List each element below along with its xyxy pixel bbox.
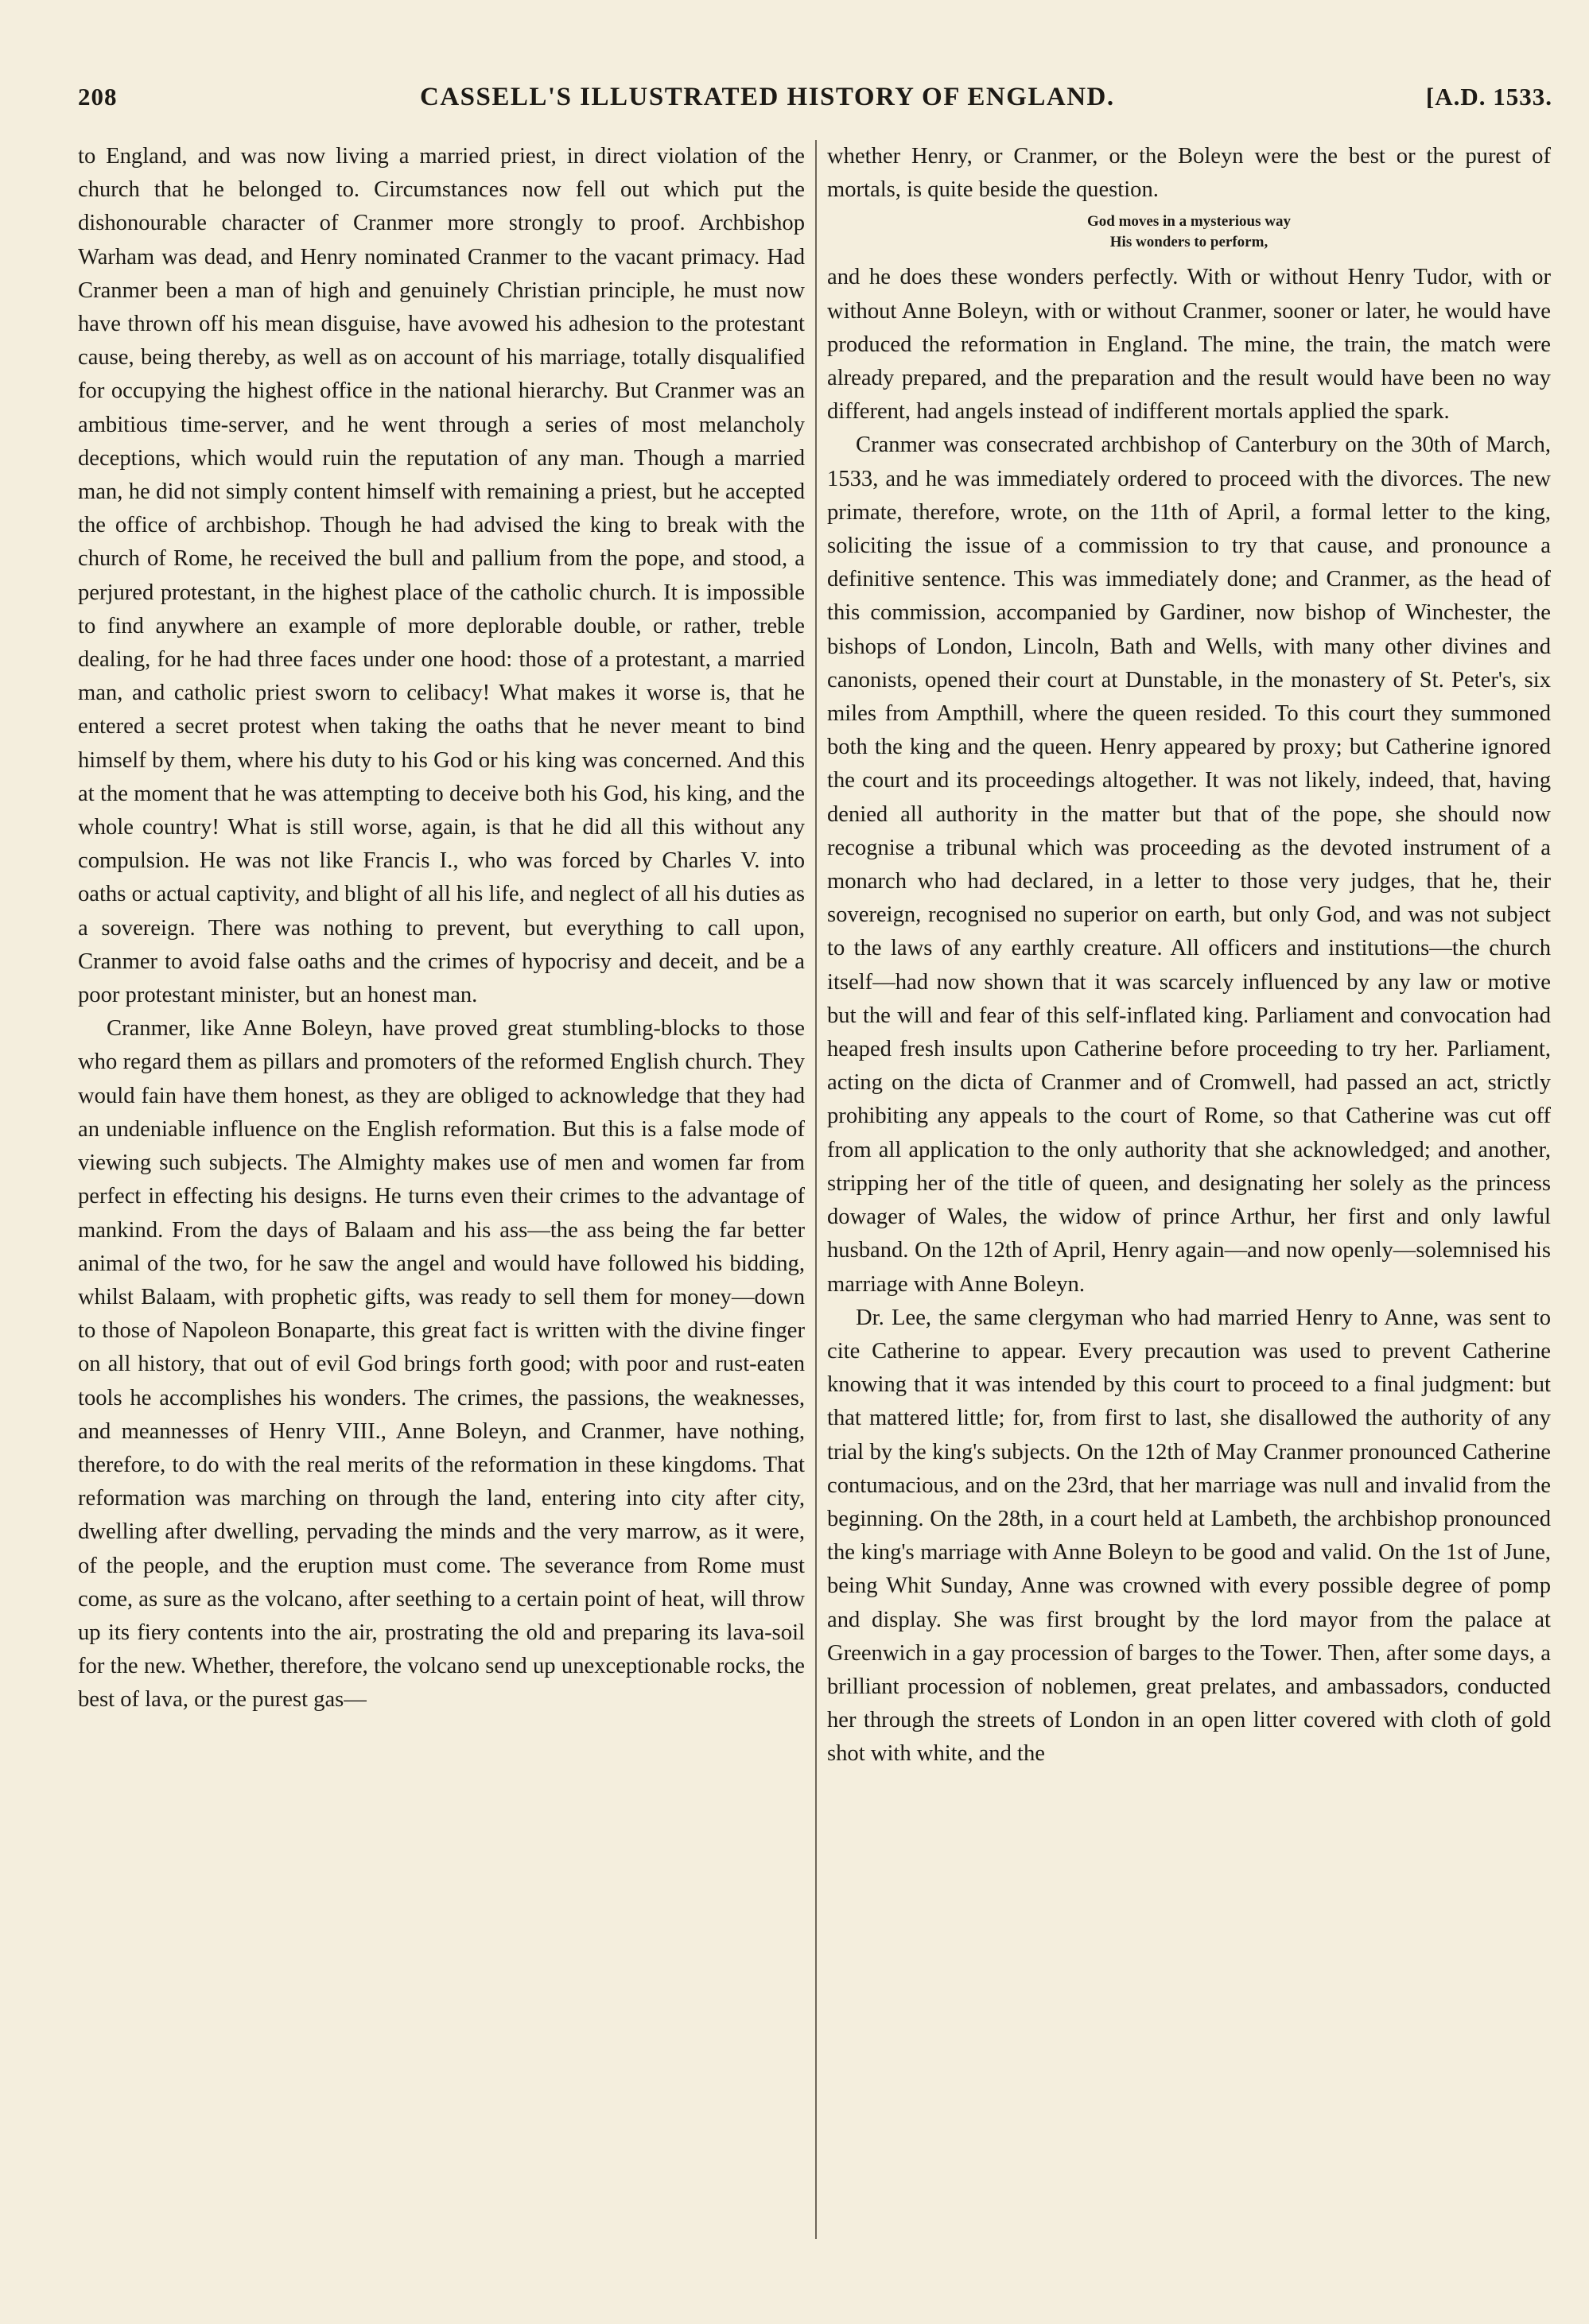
- verse-line: His wonders to perform,: [1109, 234, 1268, 251]
- paragraph-lead: whether Henry, or Cranmer, or the Boleyn were the best or the purest of mortals, is quite beside the question.: [827, 144, 1551, 203]
- verse-line: God moves in a mysterious way: [1087, 213, 1291, 231]
- paragraph: and he does these wonders perfectly. With or without Henry Tudor, with or without Anne Boleyn, with or without Cranmer, sooner or later, he would have produced the reformation in England. The mine, the train, the match were already prepared, and the preparation and the result would have been no way different, had angels instead of indifferent mortals applied the spark.: [827, 265, 1551, 425]
- right-column: [827, 140, 1551, 2239]
- paragraph: to England, and was now living a married priest, in direct violation of the church that he belonged to. Circumstances now fell out which put the dishonourable character of Cranmer more strongly to proof. Archbishop Warham was dead, and Henry nominated Cranmer to the vacant primacy. Had Cranmer been a man of high and genuinely Christian principle, he must now have thrown off his mean disguise, have avowed his adhesion to the protestant cause, being thereby, as well as on account of his marriage, totally disqualified for occupying the highest office in the national hierarchy. But Cranmer was an ambitious time-server, and he went through a series of most melancholy deceptions, which would ruin the reputation of any man. Though a married man, he did not simply content himself with remaining a priest, but he accepted the office of archbishop. Though he had advised the king to break with the church of Rome, he received the bull and pallium from the pope, and stood, a perjured protestant, in the highest place of the catholic church. It is impossible to find anywhere an example of more deplorable double, or rather, treble dealing, for he had three faces under one hood: those of a protestant, a married man, and catholic priest sworn to celibacy! What makes it worse is, that he entered a secret protest when taking the oaths that he never meant to bind himself by them, where his duty to his God or his king was concerned. And this at the moment that he was attempting to deceive both his God, his king, and the whole country! What is still worse, again, is that he did all this without any compulsion. He was not like Francis I., who was forced by Charles V. into oaths or actual captivity, and blight of all his life, and neglect of all his duties as a sovereign. There was nothing to prevent, but everything to call upon, Cranmer to avoid false oaths and the crimes of hypocrisy and deceit, and be a poor protestant minister, but an honest man.: [78, 144, 805, 1008]
- paragraph: Cranmer, like Anne Boleyn, have proved great stumbling-blocks to those who regard them as pillars and promoters of the reformed English church. They would fain have them honest, as they are obliged to acknowledge that they had an undeniable influence on the English reformation. But this is a false mode of viewing such subjects. The Almighty makes use of men and women far from perfect in effecting his designs. He turns even their crimes to the advantage of mankind. From the days of Balaam and his ass—the ass being the far better animal of the two, for he saw the angel and would have followed his bidding, whilst Balaam, with prophetic gifts, was ready to sell them for money—down to those of Napoleon Bonaparte, this great fact is written with the divine finger on all history, that out of evil God brings forth good; with poor and rust-eaten tools he accomplishes his wonders. The crimes, the passions, the weaknesses, and meannesses of Henry VIII., Anne Boleyn, and Cranmer, have nothing, therefore, to do with the real merits of the reformation in these kingdoms. That reformation was marching on through the land, entering into city after city, dwelling after dwelling, pervading the minds and the very marrow, as it were, of the people, and the eruption must come. The severance from Rome must come, as sure as the volcano, after seething to a certain point of heat, will throw up its fiery contents into the air, prostrating the old and preparing its lava-soil for the new. Whether, therefore, the volcano send up unexceptionable rocks, the best of lava, or the purest gas—: [78, 1016, 805, 1713]
- running-header: [78, 83, 1552, 124]
- paragraph: Cranmer was consecrated archbishop of Canterbury on the 30th of March, 1533, and he was immediately ordered to proceed with the divorces. The new primate, therefore, wrote, on the 11th of April, a formal letter to the king, soliciting the issue of a commission to try that cause, and pronounce a definitive sentence. This was immediately done; and Cranmer, as the head of this commission, accompanied by Gardiner, now bishop of Winchester, the bishops of London, Lincoln, Bath and Wells, with many other divines and canonists, opened their court at Dunstable, in the monastery of St. Peter's, six miles from Ampthill, where the queen resided. To this court they summoned both the king and the queen. Henry appeared by proxy; but Catherine ignored the court and its proceedings altogether. It was not likely, indeed, that, having denied all authority in the matter but that of the pope, she should now recognise a tribunal which was proceeding as the devoted instrument of a monarch who had declared, in a letter to those very judges, that he, their sovereign, recognised no superior on earth, but only God, and was not subject to the laws of any earthly creature. All officers and institutions—the church itself—had now shown that it was scarcely influenced by any law or motive but the will and fear of this self-inflated king. Parliament and convocation had heaped fresh insults upon Catherine before proceeding to try her. Parliament, acting on the dicta of Cranmer and of Cromwell, had passed an act, strictly prohibiting any appeals to the court of Rome, so that Catherine was cut off from all application to the only authority that she acknowledged; and another, stripping her of the title of queen, and designating her solely as the princess dowager of Wales, the widow of prince Arthur, her first and only lawful husband. On the 12th of April, Henry again—and now openly—solemnised his marriage with Anne Boleyn.: [827, 433, 1551, 1297]
- left-column: [78, 140, 805, 2239]
- running-title: CASSELL'S ILLUSTRATED HISTORY OF ENGLAND.: [420, 83, 1115, 111]
- running-date: [A.D. 1533.: [1425, 83, 1552, 111]
- page-number: 208: [78, 83, 118, 111]
- verse-quote: [827, 211, 1551, 253]
- column-divider: [815, 140, 817, 2239]
- paragraph: Dr. Lee, the same clergyman who had married Henry to Anne, was sent to cite Catherine to appear. Every precaution was used to prevent Catherine knowing that it was intended by this court to proceed to a final judgment: but that mattered little; for, from first to last, she disallowed the authority of any trial by the king's subjects. On the 12th of May Cranmer pronounced Catherine contumacious, and on the 23rd, that her marriage was null and invalid from the beginning. On the 28th, in a court held at Lambeth, the archbishop pronounced the king's marriage with Anne Boleyn to be good and valid. On the 1st of June, being Whit Sunday, Anne was crowned with every possible degree of pomp and display. She was first brought by the lord mayor from the palace at Greenwich in a gay procession of barges to the Tower. Then, after some days, a brilliant procession of noblemen, great prelates, and ambassadors, conducted her through the streets of London in an open litter covered with cloth of gold shot with white, and the: [827, 1305, 1551, 1767]
